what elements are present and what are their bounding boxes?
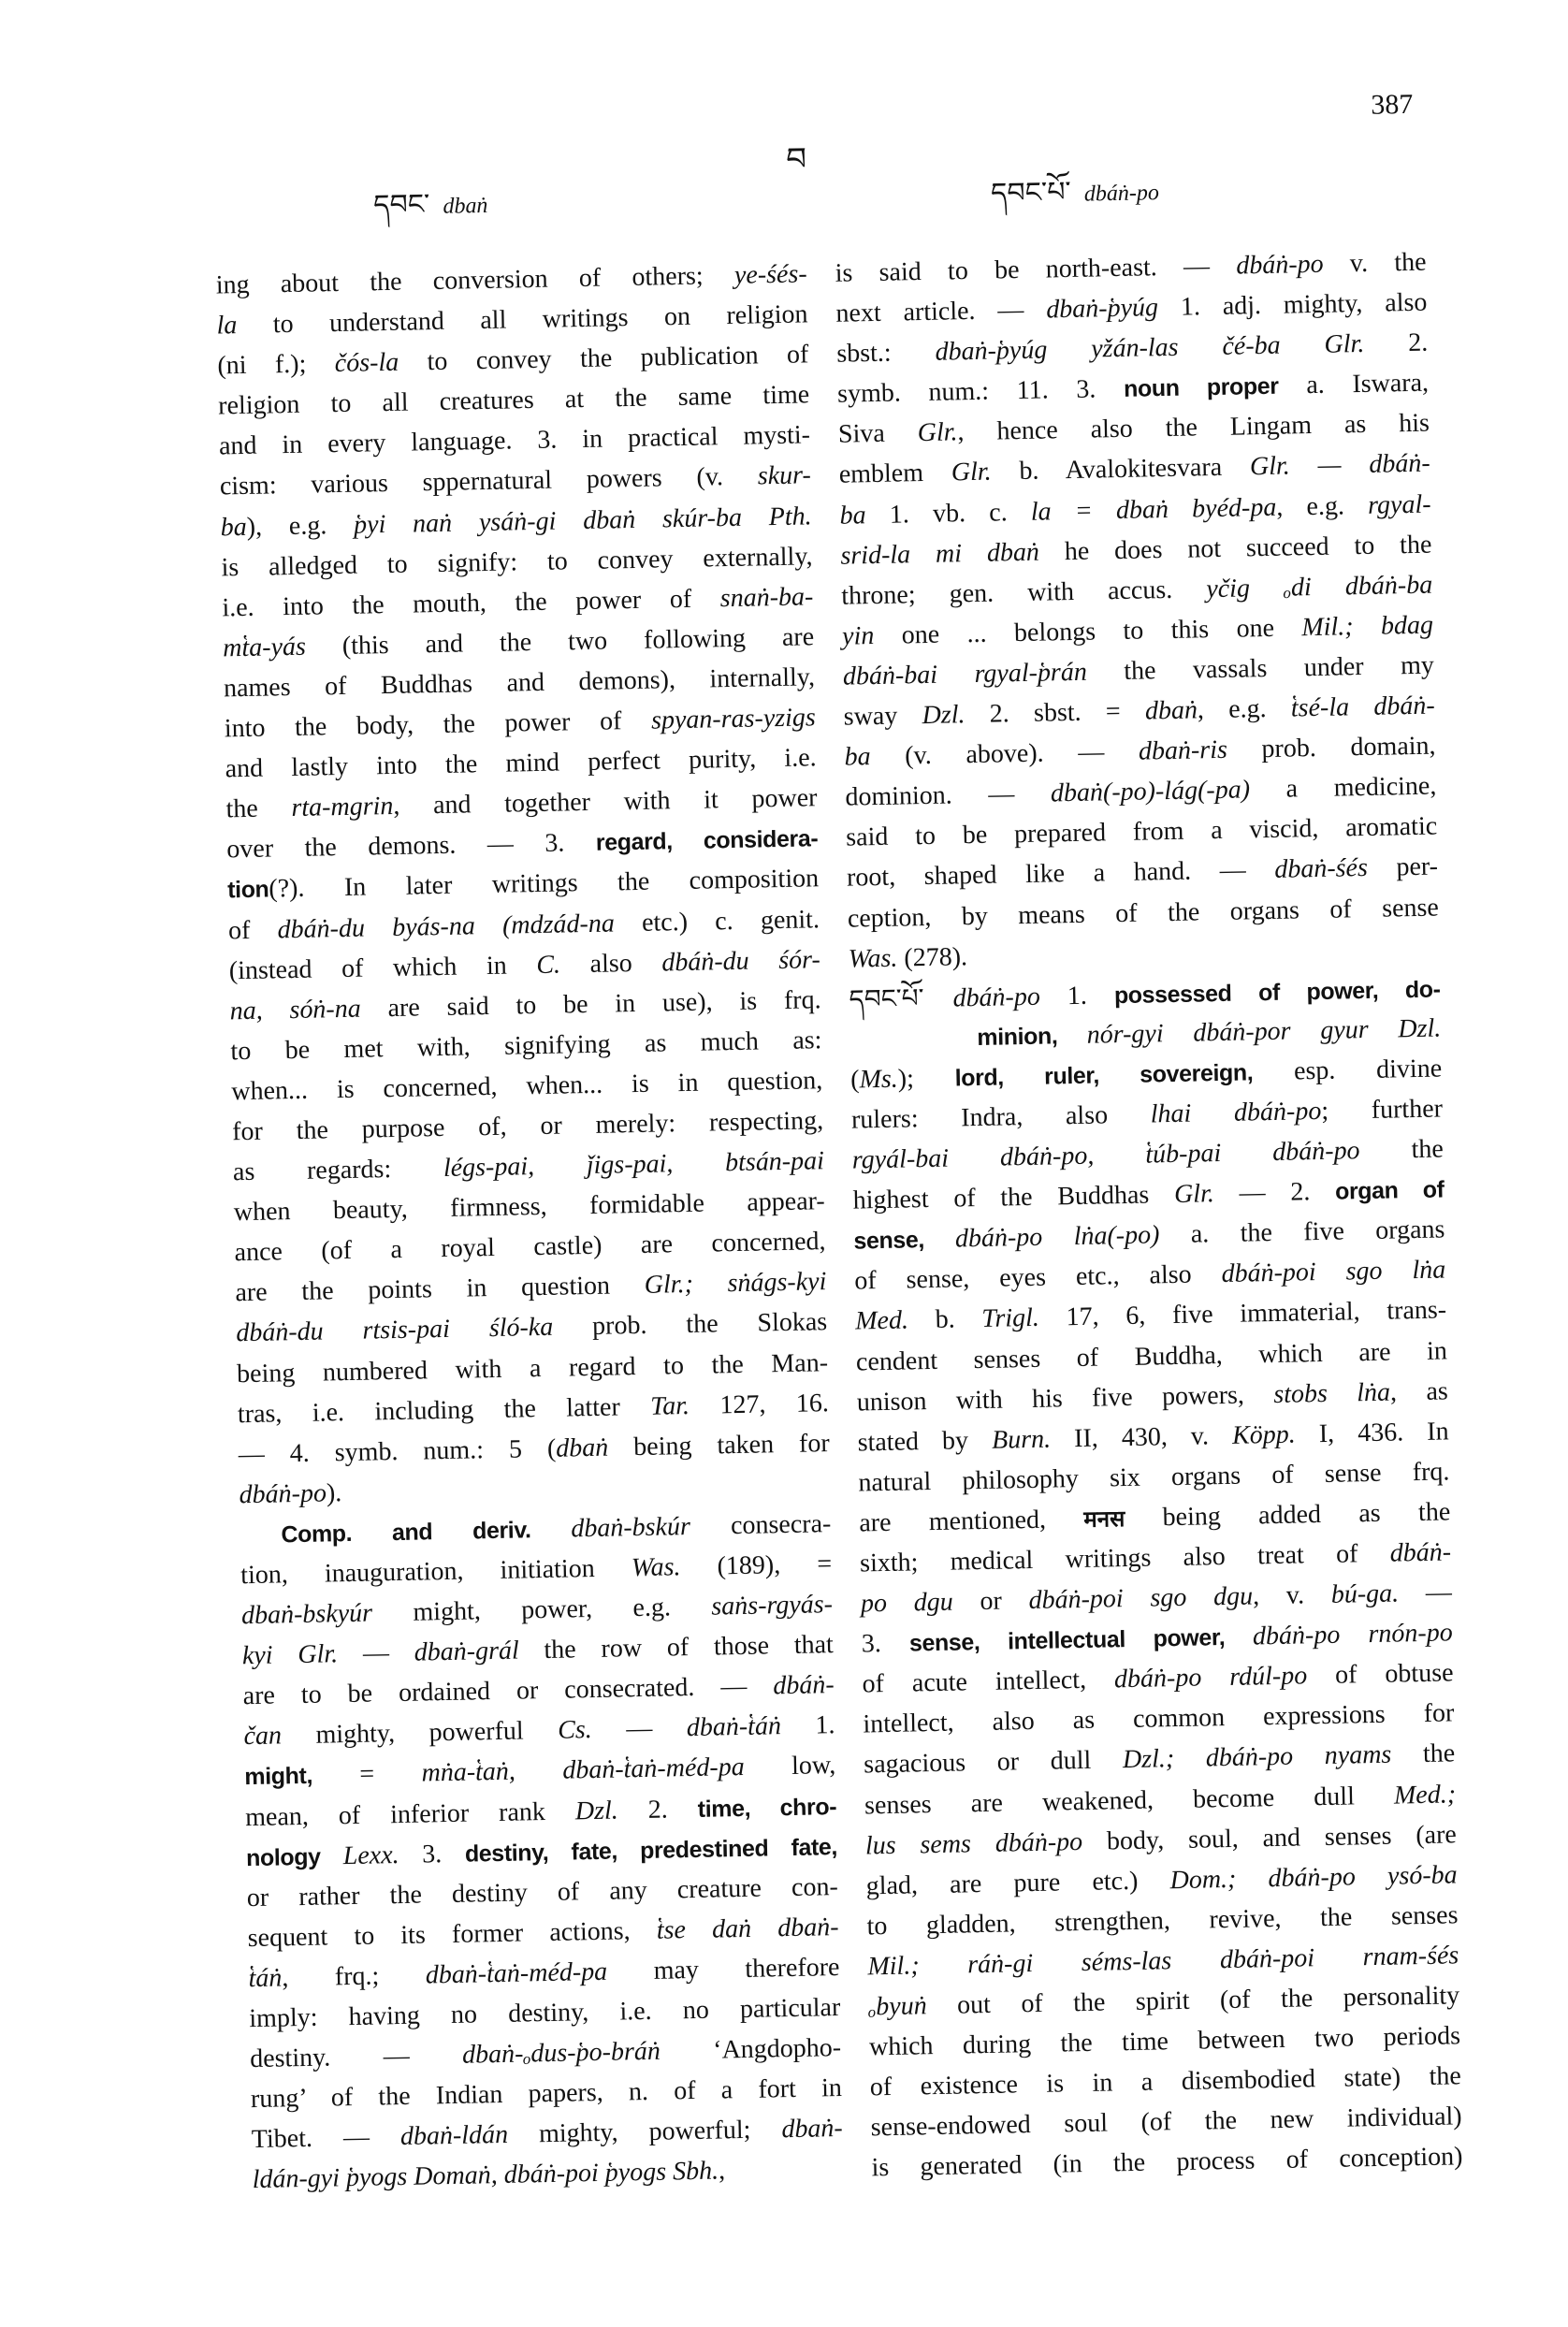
italic-text: t̔áṅ [248,1963,283,1994]
italic-text: nór-gyi dbáṅ-por gyur Dzl. [1086,1013,1442,1050]
italic-text: Glr. — dbáṅ- [1249,449,1430,482]
text: the row of those that [518,1630,835,1665]
italic-text: dbáṅ-po [1235,249,1324,281]
italic-text: lus sems dbáṅ-po [864,1826,1083,1861]
text: ‘Angdopho- [660,2033,842,2066]
text: b. Avalokitesvara [991,452,1251,487]
running-head-right-translit: dbáṅ-po [1083,181,1160,207]
text: i.e. into the mouth, the power of [222,583,721,623]
text: are said to be in use), is frq. [360,984,821,1024]
text: , v. [1252,1579,1332,1611]
italic-text: dbáṅ-po rnón-po [1252,1618,1454,1651]
text: v. the [1323,247,1427,279]
italic-text: dbaṅ- [781,2114,844,2145]
italic-text: la [216,311,238,341]
text: to understand all writings on religion [237,299,808,341]
text: imply: having no destiny, i.e. no particular [249,1993,841,2034]
italic-text: Was. [631,1552,681,1583]
italic-text: légs-pai, ǰigs-pai, btsán-pai [443,1146,825,1184]
italic-text: ye-śés- [733,259,807,290]
italic-text: Med. [854,1305,909,1336]
text: to be met with, signifying as much as: [230,1025,822,1067]
text: rulers: Indra, also [850,1099,1152,1135]
italic-text: Glr. [951,458,992,487]
italic-text: dbáṅ-poi sgo lṅa [1221,1255,1446,1289]
text: sequent to its former actions, [247,1915,658,1953]
italic-text: spyan-ras-yzigs [650,703,817,735]
text: may therefore [606,1952,840,1986]
italic-text: dbáṅ-po rdúl-po [1113,1661,1308,1694]
text: — [337,1637,415,1669]
text: (?). In later writings the composition [269,864,820,904]
text: into the body, the power of [224,705,652,744]
italic-text: dbáṅ-poi sgo dgu [1028,1581,1254,1616]
text: for the purpose of, or merely: respecting, [231,1106,824,1147]
text: natural philosophy six organs of sense frq. [858,1457,1450,1498]
italic-text: ba [220,512,248,542]
text: tion, inauguration, initiation [240,1553,632,1591]
text: ). [326,1477,342,1508]
italic-text: t̔sé-la dbáṅ- [1290,691,1435,723]
text: 17, 6, five immaterial, trans- [1038,1295,1447,1333]
italic-text: rta-mgrin [291,792,394,823]
italic-text: dbaṅ-bskúr [570,1511,691,1544]
italic-text: skur- [757,460,812,491]
italic-text: dbaṅ-ldán [399,2120,509,2152]
text: to gladden, strengthen, revive, the senses [866,1900,1459,1942]
italic-text: dbáṅ-du śór- [661,944,821,978]
italic-text: Dzl.; dbáṅ-po nyams [1122,1740,1392,1775]
italic-text: lhai dbáṅ-po [1150,1096,1322,1129]
text: (instead of which in [228,950,537,985]
devanagari-word: मनस [1083,1505,1125,1533]
text: also [559,948,662,980]
italic-text: Tar. [649,1390,690,1421]
text: 3. [861,1628,910,1659]
italic-text: dbaṅ-t̔áṅ [686,1711,782,1743]
text: , e.g. [1197,693,1292,725]
text: prob. domain, [1227,731,1436,764]
text: tras, i.e. including the latter [237,1391,651,1429]
text: one ... belongs to this one [874,613,1302,650]
italic-text: dbaṅ-bskyúr [240,1598,373,1631]
left-column [215,254,844,2200]
text: glad, are pure etc.) [865,1865,1170,1901]
italic-text: saṅs-rgyás- [711,1590,834,1622]
text: ), e.g. [246,510,355,542]
text: sagacious or dull [863,1745,1124,1780]
text: of existence is in a disembodied state) the [869,2061,1462,2102]
italic-text: rgyal- [1367,489,1431,520]
text: rung’ of the Indian papers, n. of a fort in [250,2073,843,2115]
text: sense-endowed soul (of the new individual) [870,2102,1462,2143]
text: cendent senses of Buddha, which are in [855,1335,1448,1377]
bold-sense-text: possessed of power, do- [1113,976,1441,1009]
text: being added as the [1124,1497,1451,1533]
italic-text: dbáṅ- [1389,1537,1452,1568]
text: low, [744,1751,836,1782]
text: and in every language. 3. in practical mysti- [218,420,811,461]
italic-text: ldán-gyi p̔yogs Domaṅ, dbáṅ-poi p̔yogs Sbh. [252,2156,719,2195]
text: being numbered with a regard to the Man- [236,1347,829,1389]
text: 1. [1039,980,1115,1011]
italic-text: ba [844,742,871,772]
bold-sense-text: nology [245,1842,344,1871]
text: esp. divine [1252,1054,1443,1087]
bold-sense-text: time, chro- [697,1793,837,1823]
bold-sense-text: sense, [853,1226,956,1255]
bold-sense-text: might, [244,1763,313,1791]
running-head-right [990,159,1159,240]
italic-text: dbáṅ-po lṅa(-po) [954,1220,1160,1254]
text: sbst.: [836,337,936,369]
text: root, shaped like a hand. — [846,855,1275,894]
italic-text: Köpp. [1231,1419,1297,1450]
italic-text: Burn. [991,1424,1052,1455]
italic-text: stobs lṅa [1272,1377,1391,1409]
text: (ni f.); [217,349,336,381]
running-head-left-translit: dbaṅ [443,193,488,219]
italic-text: Glr. [917,417,958,448]
text: when beauty, firmness, formidable appear- [233,1186,825,1228]
text: out of the spirit (of the personality [926,1981,1460,2021]
text: a. the five organs [1159,1214,1445,1250]
text: over the demons. — 3. [226,828,597,865]
italic-text: ba [839,500,866,531]
italic-text: ₒbyuṅ [867,1991,927,2022]
text: symb. num.: 11. 3. [836,374,1125,410]
text: cism: various sppernatural powers (v. [219,461,759,502]
text: 1. vb. c. [865,497,1032,530]
text: of [227,914,278,945]
text: (this and the two following are [305,622,815,662]
text: 2. sbst. = [965,696,1146,730]
page-number: 387 [1370,88,1414,121]
bold-sense-text: lord, ruler, sovereign, [954,1059,1254,1092]
text: — [591,1713,688,1745]
italic-text: Glr.; sṅágs-kyi [644,1267,827,1301]
text: b. [907,1304,982,1335]
text: which during the time between two periods [868,2021,1461,2062]
text: — [1398,1578,1453,1608]
italic-text: dbaṅ-grál [414,1636,520,1667]
italic-text: yin [841,620,875,651]
text: per- [1367,851,1439,883]
italic-text: čós-la [334,347,399,379]
text: , and together with it power [393,783,818,822]
italic-text: dbaṅ-śés [1274,853,1369,885]
text: ; further [1320,1094,1444,1126]
text: ( [849,1065,860,1095]
italic-text: čan [243,1721,283,1752]
text: the vassals under my [1086,650,1435,687]
text: of acute intellect, [862,1665,1115,1699]
text: or rather the destiny of any creature con- [246,1871,839,1913]
text: senses are weakened, become dull [864,1781,1395,1821]
text: dominion. — [845,778,1052,812]
italic-text: dbaṅ-ₒdus-p̔o-bráṅ [461,2036,661,2070]
text: is generated (in the process of conception) [871,2142,1463,2183]
italic-text: dbaṅ [1144,695,1198,726]
text: , e.g. [1275,490,1369,522]
italic-text: na, sóṅ-na [229,994,362,1026]
text: 1. [780,1710,835,1741]
italic-text: la = dbaṅ byéd-pa [1030,492,1277,527]
text: , as [1389,1376,1449,1407]
text: when... is concerned, when... is in question, [231,1066,823,1107]
text: mean, of inferior rank [244,1796,576,1832]
text: highest of the Buddhas [852,1180,1175,1215]
italic-text: C. [536,950,561,980]
text: of sense, eyes etc., also [854,1259,1222,1296]
italic-text: dbáṅ-du byás-na (mdzád-na [277,908,616,944]
italic-text: dbaṅ-p̔yúg [1045,293,1159,325]
italic-text: Glr. [1173,1179,1215,1210]
italic-text: t̔se daṅ dbaṅ- [656,1912,839,1945]
text: next article. — [835,295,1047,328]
bold-sense-text: noun proper [1123,372,1279,403]
text: 127, 16. [689,1388,830,1420]
italic-text: srid-la mi dbaṅ [840,537,1040,571]
bold-sense-text: sense, intellectual power, [908,1623,1254,1657]
text: sway [843,701,922,732]
text: he does not succeed to the [1038,530,1432,567]
text: Siva [837,418,919,450]
italic-text: dbaṅ [555,1433,609,1463]
text: being taken for [607,1428,830,1462]
italic-text: Mil.; bdag [1301,610,1434,643]
text: the [225,793,292,824]
italic-text: p̔yi naṅ ysáṅ-gi dbaṅ skúr-ba Pth. [353,501,812,540]
text: names of Buddhas and demons), internally, [223,662,816,704]
bold-sense-text: tion [226,876,269,904]
text: are to be ordained or consecrated. — [242,1671,774,1711]
text: ); [897,1063,955,1094]
text: I, 436. In [1295,1417,1449,1449]
text: intellect, also as common expressions for [863,1698,1455,1739]
text: said to be prepared from a viscid, aromatic [845,811,1438,852]
italic-text: Cs. [557,1715,593,1746]
italic-text: yčig ₒdi dbáṅ-ba [1205,570,1433,604]
text: is alledged to signify: to convey externally, [221,541,813,583]
text: 3. [399,1839,466,1869]
text: is said to be north-east. — [835,251,1237,288]
text: and lastly into the mind perfect purity, i.e. [225,743,817,784]
text: , frq.; [282,1960,427,1993]
section-letter: བ [785,142,807,178]
text: or [952,1586,1029,1617]
text: are the points in question [235,1271,646,1308]
italic-text: dbáṅ-po [952,982,1041,1013]
italic-text: dbaṅ-ris [1138,734,1228,766]
text: emblem [838,458,952,490]
text: to convey the publication of [398,340,809,377]
italic-text: Ms. [859,1064,899,1095]
italic-text: Med.; [1393,1779,1457,1811]
bold-sense-text: regard, considera- [595,825,819,857]
text: = [312,1759,422,1791]
italic-text: Dzl. [574,1796,619,1825]
text: are mentioned, [859,1504,1084,1538]
text: 1. adj. mighty, also [1157,287,1428,323]
text: the [1359,1134,1445,1166]
text: ception, by means of the organs of sense [847,893,1440,934]
italic-text: Trigl. [981,1303,1040,1334]
text: mighty, powerful [281,1716,559,1751]
text: unison with his five powers, [856,1379,1274,1418]
text: (v. above). — [870,736,1140,772]
text: prob. the Slokas [552,1307,828,1343]
italic-text: snaṅ-ba- [719,582,814,613]
text: mighty, powerful; [507,2115,782,2150]
text: destiny. — [249,2040,463,2074]
text: — 4. symb. num.: 5 ( [238,1433,557,1469]
text: a medicine, [1249,771,1437,805]
text: Tibet. — [251,2122,401,2155]
text: ing about the conversion of others; [215,260,735,300]
italic-text: Dom.; dbáṅ-po ysó-ba [1169,1860,1458,1895]
text: of obtuse [1306,1658,1454,1691]
bold-sense-text: destiny, fate, predestined fate, [464,1833,838,1868]
running-head-right-tibetan: དབང་པོ་ [990,175,1072,211]
italic-text: rgyál-bai dbáṅ-po, t̔úb-pai dbáṅ-po [851,1136,1360,1175]
text: ance (of a royal castle) are concerned, [234,1227,826,1268]
text: might, power, e.g. [371,1592,712,1628]
text: religion to all creatures at the same time [217,380,810,421]
bold-sense-text: minion, [977,1022,1088,1051]
italic-text: dbáṅ-du rtsis-pai śló-ka [235,1313,554,1348]
text: sixth; medical writings also treat of [859,1538,1391,1578]
italic-text: dbaṅ-p̔yúg yžán-las čé-ba Glr. [935,329,1365,367]
italic-text: dbáṅ-po [239,1478,327,1510]
italic-text: dbáṅ- [773,1670,835,1701]
bold-sense-text: Comp. and deriv. [281,1516,572,1549]
text: body, soul, and senses (are [1082,1819,1458,1856]
bold-sense-text: organ of [1334,1176,1445,1205]
text: 2. [1363,327,1429,359]
text: a. Iswara, [1278,368,1430,400]
italic-text: dbaṅ-t̔aṅ-méd-pa [425,1956,608,1990]
tibetan-headword: དབང་པོ་ [849,982,953,1015]
text: , hence also the Lingam as his [957,408,1430,447]
italic-text: Was. [848,943,898,974]
text: stated by [857,1425,993,1458]
right-column [835,242,1463,2189]
text: throne; gen. with accus. [840,574,1207,611]
italic-text: mt̔a-yás [222,632,307,663]
italic-text: Lexx. [342,1840,399,1870]
text: 2. [617,1794,699,1825]
text: (189), = [680,1549,833,1582]
italic-text: dbaṅ(-po)-lág(-pa) [1050,775,1251,808]
text: II, 430, v. [1050,1420,1233,1454]
italic-text: bú-ga. [1330,1578,1400,1609]
text: as regards: [232,1154,444,1187]
text: etc.) c. genit. [614,904,820,938]
running-head-left [373,172,489,253]
italic-text: po dgu [860,1587,954,1619]
italic-text: Dzl. [922,700,965,731]
text: — 2. [1213,1176,1336,1209]
text: (278). [897,941,968,973]
text: , [718,2156,726,2186]
text: consecra- [690,1509,832,1541]
italic-text: dbáṅ-bai rgyal-p̔rán [842,657,1088,691]
running-head-left-tibetan: དབང་ [372,188,430,223]
italic-text: kyi Glr. [241,1639,339,1671]
italic-text: Mil.; ráṅ-gi séms-las dbáṅ-poi rnam-śés [867,1941,1459,1982]
italic-text: mṅa-t̔aṅ, dbaṅ-t̔aṅ-méd-pa [421,1753,745,1789]
text: the [1390,1738,1456,1770]
